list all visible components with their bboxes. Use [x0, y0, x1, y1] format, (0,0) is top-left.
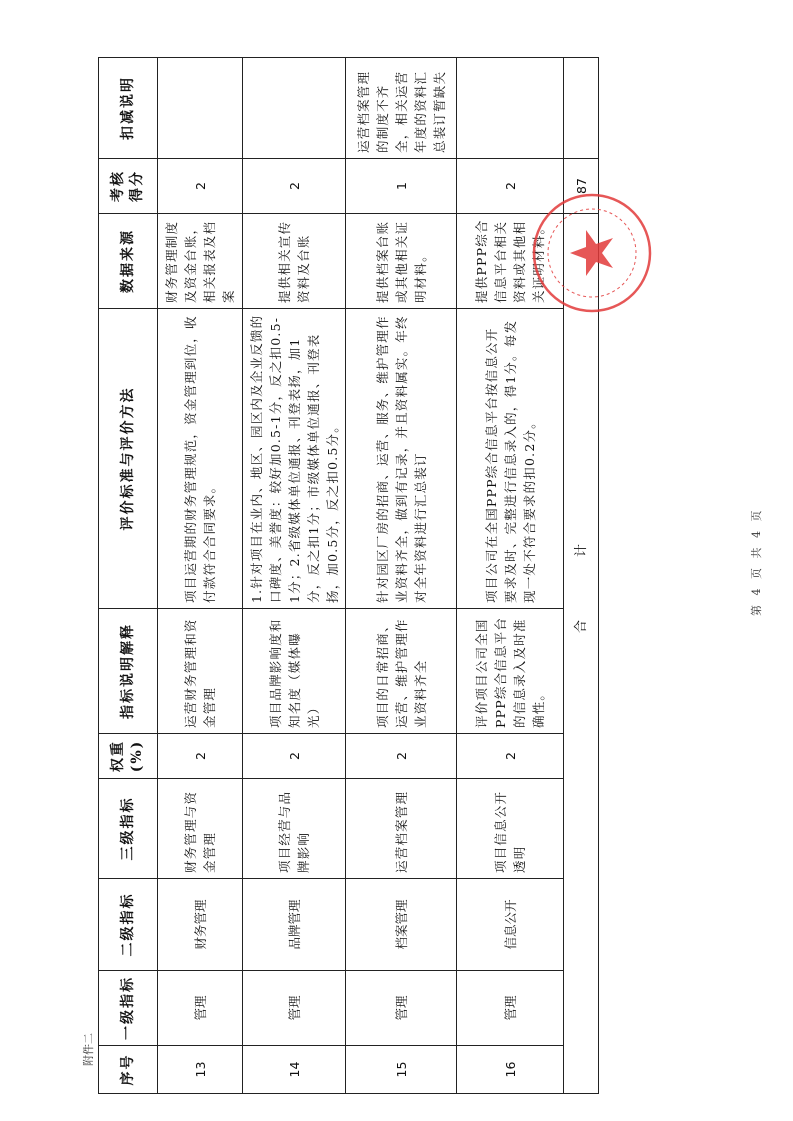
cell-seq: 13 — [158, 1046, 243, 1094]
cell-method: 1.针对项目在业内、地区、园区内及企业反馈的口碑度、美誉度：较好加0.5-1分，反之扣0.5-1分；2.省级媒体单位通报、刊登表扬，加1分，反之扣1分；市级媒体单位通报、刊登表扬，加0.5分，反之扣0.5分。 — [243, 309, 346, 609]
cell-score: 2 — [243, 159, 346, 214]
cell-weight: 2 — [346, 734, 457, 779]
cell-explain: 评价项目公司全国PPP综合信息平台的信息录入及时准确性。 — [457, 609, 564, 734]
cell-score: 2 — [457, 159, 564, 214]
header-weight: 权重(%) — [99, 734, 158, 779]
total-label-cell — [564, 214, 599, 1094]
header-level3: 三级指标 — [99, 779, 158, 879]
cell-level3: 财务管理与资金管理 — [158, 779, 243, 879]
company-seal — [530, 191, 654, 315]
header-seq: 序号 — [99, 1046, 158, 1094]
total-label-2: 计 — [573, 544, 589, 558]
cell-explain: 运营财务管理和资金管理 — [158, 609, 243, 734]
total-score: 87 — [564, 159, 599, 214]
cell-weight: 2 — [243, 734, 346, 779]
header-level2: 二级指标 — [99, 879, 158, 971]
cell-explain: 项目的日常招商、运营、维护管理作业资料齐全 — [346, 609, 457, 734]
cell-level2: 财务管理 — [158, 879, 243, 971]
cell-source: 提供档案台账或其他相关证明材料。 — [346, 214, 457, 309]
cell-level1: 管理 — [158, 971, 243, 1046]
table-row — [243, 58, 346, 1094]
table-row — [346, 58, 457, 1094]
cell-level1: 管理 — [457, 971, 564, 1046]
header-level1: 一级指标 — [99, 971, 158, 1046]
cell-level1: 管理 — [243, 971, 346, 1046]
cell-seq: 14 — [243, 1046, 346, 1094]
cell-level2: 档案管理 — [346, 879, 457, 971]
cell-deduct: 运营档案管理的制度不齐全，相关运营年度的资料汇总装订暂缺失 — [346, 58, 457, 159]
cell-deduct — [457, 58, 564, 159]
cell-method: 针对园区厂房的招商、运营、服务、维护管理作业资料齐全，做到有记录，并且资料属实。年终对全年资料进行汇总装订 — [346, 309, 457, 609]
cell-score: 1 — [346, 159, 457, 214]
total-label-1: 合 — [573, 619, 589, 633]
cell-method: 项目运营期的财务管理规范，资金管理到位，收付款符合合同要求。 — [158, 309, 243, 609]
cell-weight: 2 — [457, 734, 564, 779]
cell-explain: 项目品牌影响度和知名度（媒体曝光） — [243, 609, 346, 734]
cell-method: 项目公司在全国PPP综合信息平台按信息公开要求及时、完整进行信息录入的，得1分。每发现一处不符合要求的扣0.2分。 — [457, 309, 564, 609]
cell-deduct — [158, 58, 243, 159]
page-footer: 第 4 页 共 4 页 — [750, 507, 763, 616]
header-explain: 指标说明解释 — [99, 609, 158, 734]
cell-level1: 管理 — [346, 971, 457, 1046]
cell-seq: 15 — [346, 1046, 457, 1094]
cell-source: 提供相关宣传资料及台账 — [243, 214, 346, 309]
cell-level3: 项目经营与品牌影响 — [243, 779, 346, 879]
cell-weight: 2 — [158, 734, 243, 779]
cell-level3: 项目信息公开透明 — [457, 779, 564, 879]
header-deduct: 扣减说明 — [99, 58, 158, 159]
total-deduct — [564, 58, 599, 159]
cell-level3: 运营档案管理 — [346, 779, 457, 879]
seal-icon — [530, 191, 654, 315]
cell-level2: 品牌管理 — [243, 879, 346, 971]
attachment-label: 附件二 — [82, 1033, 95, 1066]
cell-source: 财务管理制度及资金台账，相关报表及档案 — [158, 214, 243, 309]
cell-score: 2 — [158, 159, 243, 214]
cell-source: 提供PPP综合信息平台相关资料或其他相关证明材料。 — [457, 214, 564, 309]
cell-deduct — [243, 58, 346, 159]
header-method: 评价标准与评价方法 — [99, 309, 158, 609]
cell-seq: 16 — [457, 1046, 564, 1094]
table-header-row — [99, 58, 158, 1094]
table-row — [158, 58, 243, 1094]
header-score: 考核得分 — [99, 159, 158, 214]
cell-level2: 信息公开 — [457, 879, 564, 971]
header-source: 数据来源 — [99, 214, 158, 309]
evaluation-table — [98, 57, 599, 1094]
